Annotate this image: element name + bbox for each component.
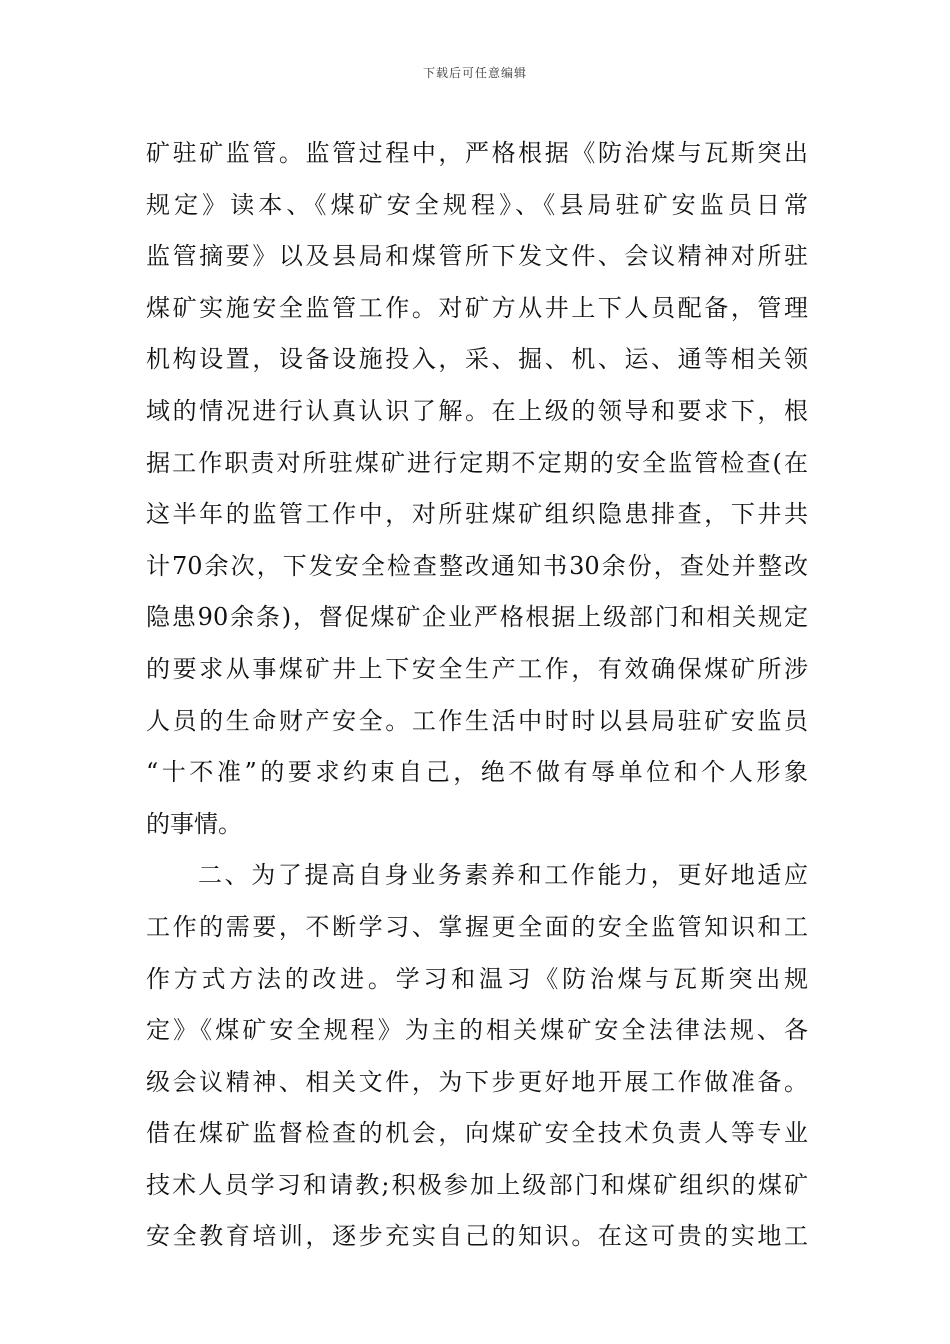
- text-line: 监管摘要》以及县局和煤管所下发文件、会议精神对所驻: [146, 242, 808, 271]
- text-line: 这半年的监管工作中，对所驻煤矿组织隐患排查，下井共: [146, 500, 808, 529]
- text-line: 机构设置，设备设施投入，采、掘、机、运、通等相关领: [146, 345, 808, 374]
- text-line: 技术人员学习和请教;积极参加上级部门和煤矿组织的煤矿: [146, 1170, 808, 1199]
- document-body: [146, 128, 808, 1263]
- text-line: 的要求从事煤矿井上下安全生产工作，有效确保煤矿所涉: [146, 654, 808, 683]
- text-line: 定》《煤矿安全规程》为主的相关煤矿安全法律法规、各: [146, 1016, 808, 1045]
- text-line: 据工作职责对所驻煤矿进行定期不定期的安全监管检查(在: [146, 448, 808, 477]
- text-line: 的事情。: [146, 809, 242, 838]
- text-line: 借在煤矿监督检查的机会，向煤矿安全技术负责人等专业: [146, 1119, 808, 1148]
- text-line: 矿驻矿监管。监管过程中，严格根据《防治煤与瓦斯突出: [146, 139, 808, 167]
- text-line: 计70余次，下发安全检查整改通知书30余份，查处并整改: [146, 551, 808, 580]
- text-line: 级会议精神、相关文件，为下步更好地开展工作做准备。: [146, 1067, 808, 1096]
- text-line: 域的情况进行认真认识了解。在上级的领导和要求下，根: [146, 396, 808, 425]
- text-line: “十不准”的要求约束自己，绝不做有辱单位和个人形象: [146, 758, 808, 787]
- page-header: 下载后可任意编辑: [422, 66, 527, 80]
- text-line: 作方式方法的改进。学习和温习《防治煤与瓦斯突出规: [146, 964, 808, 993]
- text-line: 隐患90余条)，督促煤矿企业严格根据上级部门和相关规定: [146, 603, 808, 632]
- text-line: 规定》读本、《煤矿安全规程》、《县局驻矿安监员日常: [146, 190, 808, 219]
- text-line: 人员的生命财产安全。工作生活中时时以县局驻矿安监员: [146, 706, 808, 735]
- text-line: 煤矿实施安全监管工作。对矿方从井上下人员配备，管理: [146, 293, 808, 322]
- text-line: 二、为了提高自身业务素养和工作能力，更好地适应: [198, 861, 808, 890]
- text-line: 工作的需要，不断学习、掌握更全面的安全监管知识和工: [146, 912, 808, 941]
- text-line: 安全教育培训，逐步充实自己的知识。在这可贵的实地工: [146, 1222, 808, 1251]
